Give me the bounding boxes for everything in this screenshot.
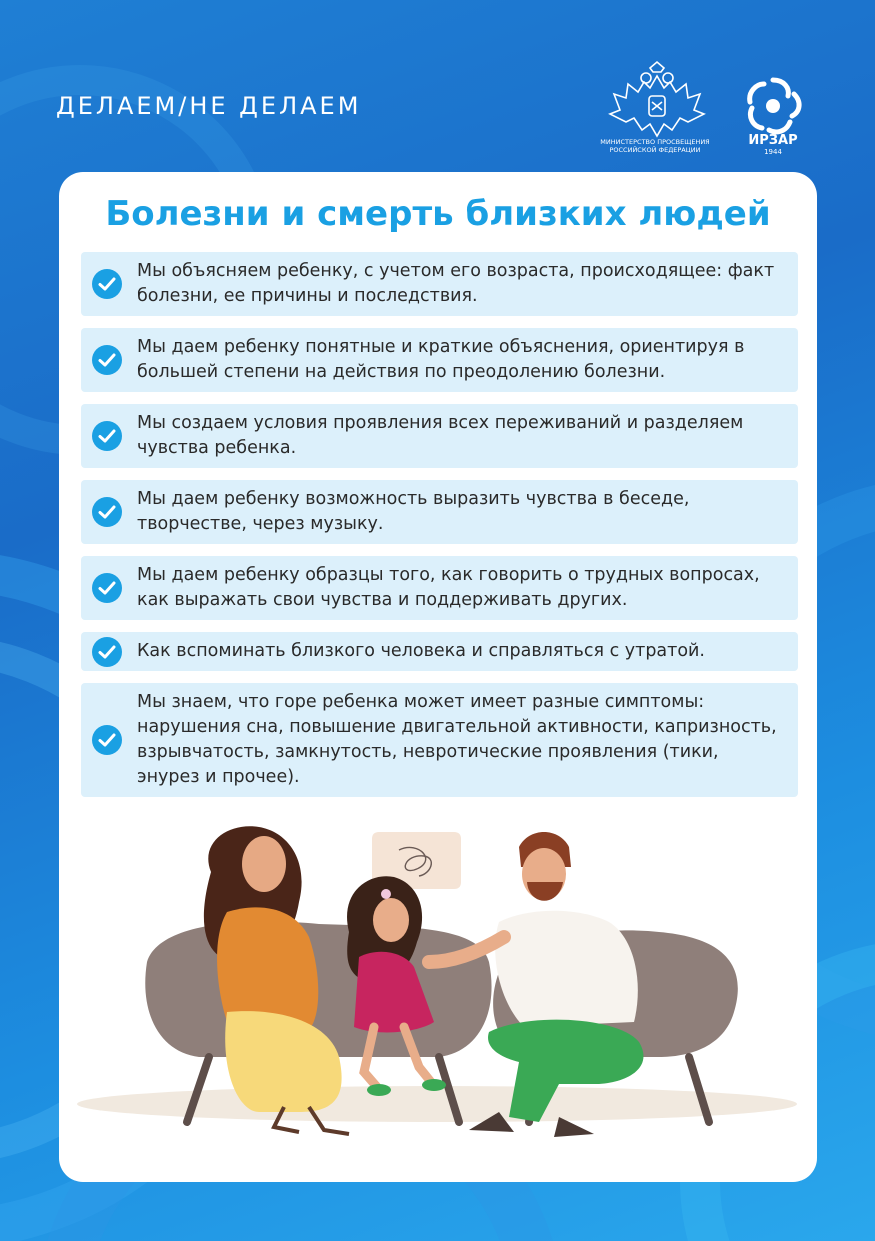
list-item — [81, 404, 798, 468]
irzar-logo-icon — [726, 58, 820, 158]
item-text: Мы создаем условия проявления всех переживаний и разделяем чувства ребенка. — [137, 413, 744, 458]
list-item — [81, 328, 798, 392]
item-text: Мы объясняем ребенку, с учетом его возраста, происходящее: факт болезни, ее причины и последствия. — [137, 261, 775, 306]
family-illustration — [59, 812, 817, 1182]
ministry-line-1: МИНИСТЕРСТВО ПРОСВЕЩЕНИЯ — [600, 138, 710, 146]
list-item — [81, 480, 798, 544]
list-item — [81, 556, 798, 620]
check-circle-icon — [92, 497, 122, 527]
item-text: Мы даем ребенку образцы того, как говорить о трудных вопросах, как выражать свои чувства и поддерживать других. — [137, 565, 760, 610]
item-text: Как вспоминать близкого человека и справляться с утратой. — [137, 641, 705, 661]
ministry-text — [590, 138, 720, 154]
item-text: Мы знаем, что горе ребенка может имеет разные симптомы: нарушения сна, повышение двигательной активности, капризность, взрывчатость, замкнутость, невротические проявления (тики, энурез и прочее). — [137, 692, 777, 787]
check-circle-icon — [92, 637, 122, 667]
check-circle-icon — [92, 345, 122, 375]
check-circle-icon — [92, 573, 122, 603]
items-list — [81, 252, 798, 809]
irzar-name: ИРЗАР — [748, 133, 798, 148]
card-title: Болезни и смерть близких людей — [105, 194, 771, 234]
list-item — [81, 252, 798, 316]
list-item — [81, 632, 798, 671]
ministry-line-2: РОССИЙСКОЙ ФЕДЕРАЦИИ — [609, 146, 701, 154]
check-circle-icon — [92, 725, 122, 755]
content-card — [59, 172, 817, 1182]
item-text: Мы даем ребенку понятные и краткие объяснения, ориентируя в большей степени на действия по преодолению болезни. — [137, 337, 745, 382]
check-circle-icon — [92, 269, 122, 299]
item-text: Мы даем ребенку возможность выразить чувства в беседе, творчестве, через музыку. — [137, 489, 690, 534]
list-item — [81, 683, 798, 797]
check-circle-icon — [92, 421, 122, 451]
header-tag: ДЕЛАЕМ/НЕ ДЕЛАЕМ — [56, 92, 362, 120]
irzar-year: 1944 — [764, 148, 782, 156]
